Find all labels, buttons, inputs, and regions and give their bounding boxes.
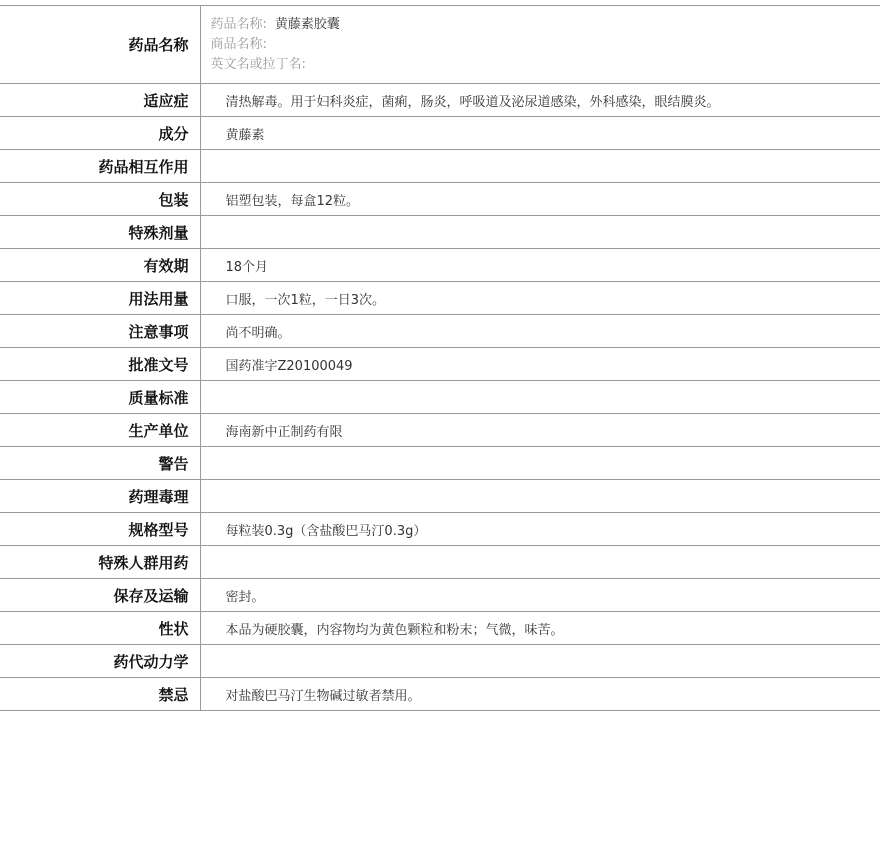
row-label: 性状 xyxy=(0,612,200,645)
row-label: 药理毒理 xyxy=(0,480,200,513)
table-row xyxy=(0,480,880,513)
row-drug-name xyxy=(0,6,880,84)
table-row xyxy=(0,546,880,579)
latin-name-key: 英文名或拉丁名: xyxy=(210,56,306,72)
row-label: 成分 xyxy=(0,117,200,150)
row-label: 保存及运输 xyxy=(0,579,200,612)
row-value: 每粒装0.3g（含盐酸巴马汀0.3g） xyxy=(225,523,427,539)
row-value xyxy=(200,645,880,678)
row-label: 药品相互作用 xyxy=(0,150,200,183)
row-label: 批准文号 xyxy=(0,348,200,381)
table-row xyxy=(0,381,880,414)
drug-info-table-body xyxy=(0,6,880,711)
row-value: 铝塑包装，每盒12粒。 xyxy=(225,193,360,209)
row-value xyxy=(200,546,880,579)
row-value: 国药准字Z20100049 xyxy=(225,358,353,374)
row-value: 尚不明确。 xyxy=(225,325,291,341)
row-value: 18个月 xyxy=(225,259,269,275)
table-row xyxy=(0,348,880,381)
row-value xyxy=(200,216,880,249)
row-value: 清热解毒。用于妇科炎症，菌痢，肠炎，呼吸道及泌尿道感染，外科感染，眼结膜炎。 xyxy=(225,94,720,110)
row-label: 包装 xyxy=(0,183,200,216)
row-label: 规格型号 xyxy=(0,513,200,546)
row-value: 海南新中正制药有限 xyxy=(225,424,343,440)
table-row xyxy=(0,249,880,282)
table-row xyxy=(0,117,880,150)
table-row xyxy=(0,447,880,480)
row-value: 口服，一次1粒，一日3次。 xyxy=(225,292,386,308)
generic-name-value: 黄藤素胶囊 xyxy=(274,16,340,32)
table-row xyxy=(0,282,880,315)
row-value: 黄藤素 xyxy=(225,127,265,143)
row-label: 禁忌 xyxy=(0,678,200,711)
row-value: 对盐酸巴马汀生物碱过敏者禁用。 xyxy=(225,688,421,704)
row-value xyxy=(200,150,880,183)
row-value xyxy=(200,447,880,480)
row-label: 质量标准 xyxy=(0,381,200,414)
table-row xyxy=(0,513,880,546)
row-label: 警告 xyxy=(0,447,200,480)
generic-name-key: 药品名称: xyxy=(210,16,267,32)
table-row xyxy=(0,216,880,249)
row-value: 本品为硬胶囊，内容物均为黄色颗粒和粉末；气微，味苦。 xyxy=(225,622,564,638)
row-label: 用法用量 xyxy=(0,282,200,315)
table-row xyxy=(0,645,880,678)
table-row xyxy=(0,579,880,612)
row-label: 生产单位 xyxy=(0,414,200,447)
trade-name-line xyxy=(211,35,880,55)
table-row xyxy=(0,183,880,216)
row-label: 注意事项 xyxy=(0,315,200,348)
row-label: 适应症 xyxy=(0,84,200,117)
table-row xyxy=(0,678,880,711)
trade-name-key: 商品名称: xyxy=(210,36,267,52)
table-row xyxy=(0,315,880,348)
table-row xyxy=(0,150,880,183)
row-label: 有效期 xyxy=(0,249,200,282)
table-row xyxy=(0,612,880,645)
generic-name-line xyxy=(211,15,880,35)
latin-name-line xyxy=(211,55,880,75)
table-row xyxy=(0,84,880,117)
row-value xyxy=(200,381,880,414)
drug-info-table xyxy=(0,5,880,711)
table-row xyxy=(0,414,880,447)
drug-name-cell xyxy=(200,6,880,84)
row-label: 药代动力学 xyxy=(0,645,200,678)
row-label: 特殊人群用药 xyxy=(0,546,200,579)
row-label: 特殊剂量 xyxy=(0,216,200,249)
row-label: 药品名称 xyxy=(0,6,200,84)
drug-name-block xyxy=(201,15,880,75)
row-value xyxy=(200,480,880,513)
row-value: 密封。 xyxy=(225,589,265,605)
